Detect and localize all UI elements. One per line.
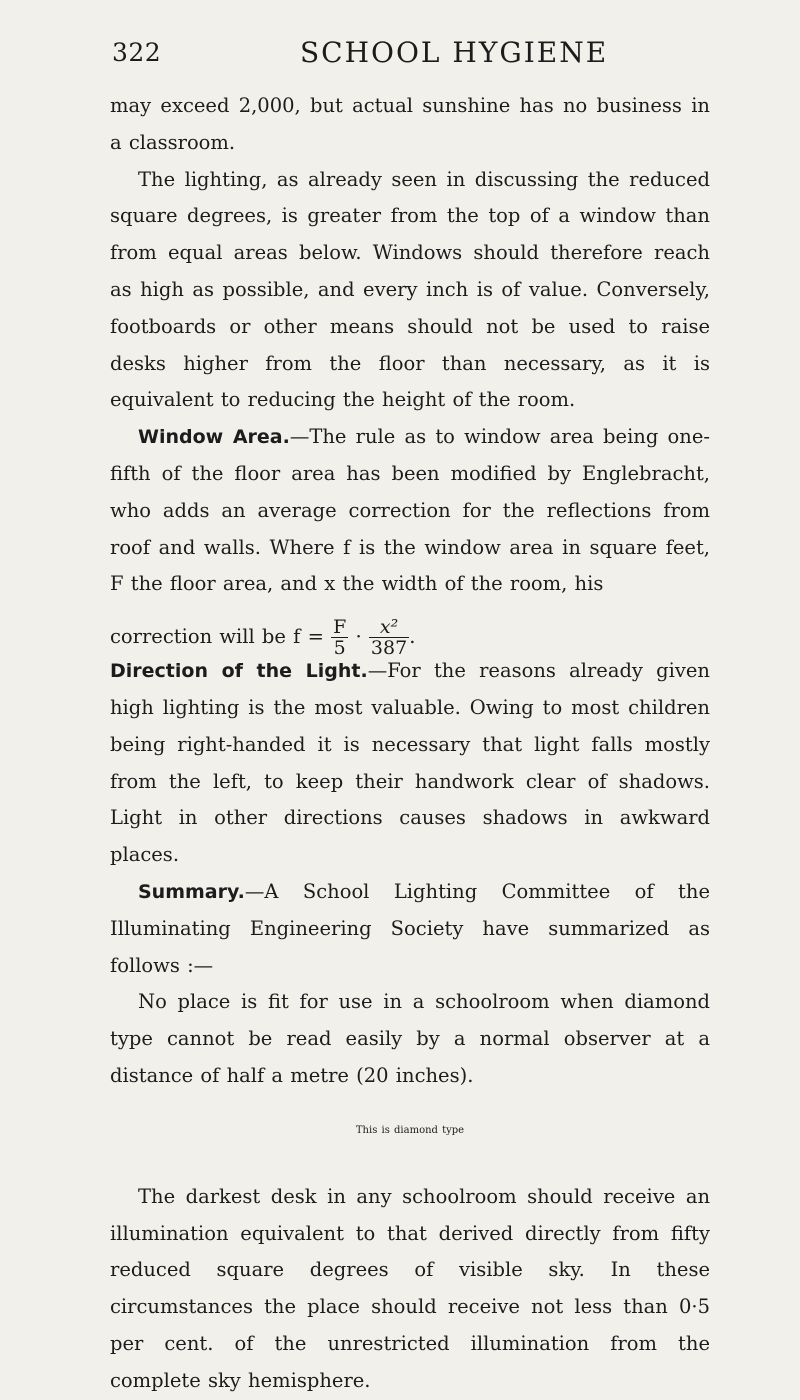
summary-text: —A School Lighting Committee of the Illuminating Engineering Society have summarized as follows :— (110, 879, 710, 977)
fraction-denominator: 387 (370, 637, 408, 660)
summary-heading: Summary. (138, 880, 245, 903)
paragraph-continuation: may exceed 2,000, but actual sunshine has no business in a classroom. (110, 94, 710, 154)
diamond-type-sample: This is diamond type (355, 1124, 465, 1136)
window-area-heading: Window Area. (138, 426, 290, 449)
page-number: 322 (112, 38, 162, 67)
formula-line (110, 603, 710, 660)
paragraph-no-place: No place is fit for use in a schoolroom when diamond type cannot be read easily by a normal observer at a distance of half a metre (20 inches). (110, 990, 710, 1087)
formula-fraction-floor (331, 617, 348, 658)
formula-fraction-width (369, 617, 409, 658)
fraction-denominator: 5 (333, 637, 346, 660)
paragraph-darkest-desk: The darkest desk in any schoolroom should receive an illumination equivalent to that derived directly from fifty reduced square degrees of visible sky. In these circumstances the place should receive not less than 0·5 per cent. of the unrestricted illumination from the complete sky hemisphere. (110, 1184, 710, 1392)
direction-text: —For the reasons already given high lighting is the most valuable. Owing to most children being right-handed it is necessary that light falls mostly from the left, to keep their handwork clear of shadows. Light in other directions causes shadows in awkward places. (110, 659, 710, 867)
body-text (110, 88, 710, 1400)
formula-dot: · (355, 625, 362, 649)
direction-heading: Direction of the Light. (110, 660, 368, 683)
running-head: SCHOOL HYGIENE (300, 36, 609, 69)
paragraph-summary (110, 874, 710, 984)
paragraph-lighting: The lighting, as already seen in discussing the reduced square degrees, is greater from the top of a window than from equal areas below. Windows should therefore reach as high as possible, and every inch is of value. Conversely, footboards or other means should not be used to raise desks higher from the floor than necessary, as it is equivalent to reducing the height of the room. (110, 167, 710, 412)
formula-lead: correction will be f = (110, 625, 324, 649)
fraction-numerator: x² (369, 617, 409, 638)
paragraph-direction (110, 653, 710, 874)
formula (110, 617, 415, 658)
page-header (0, 36, 800, 76)
formula-end: . (409, 625, 416, 649)
paragraph-window-area (110, 419, 710, 603)
fraction-numerator: F (333, 616, 347, 639)
window-area-text: —The rule as to window area being one-fifth of the floor area has been modified by Englebracht, who adds an average correction for the reflections from roof and walls. Where f is the window area in square feet, F the floor area, and x the width of the room, his (110, 425, 710, 596)
